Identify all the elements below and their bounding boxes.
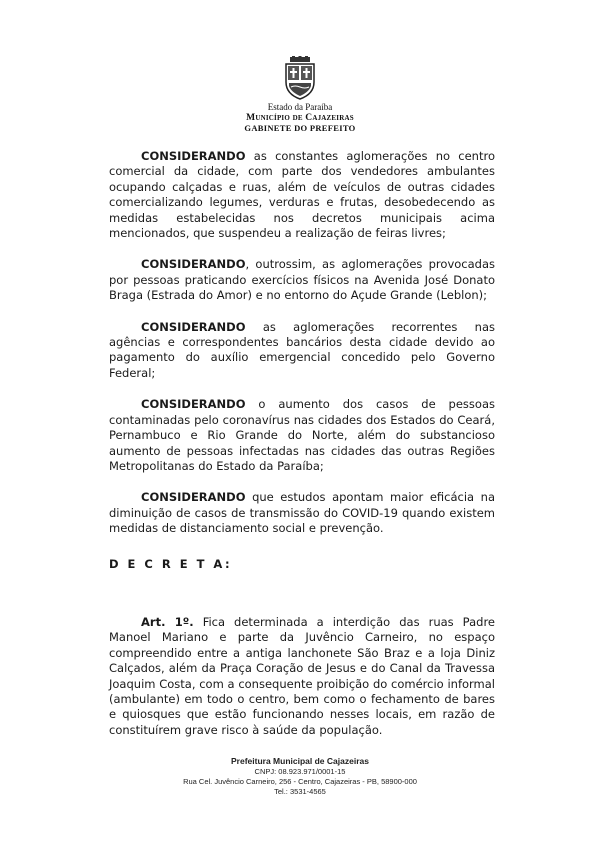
state-name: Estado da Paraíba — [267, 102, 333, 112]
page-footer — [0, 756, 600, 797]
paragraph-text: , outrossim, as aglomerações provocadas por pessoas praticando exercícios físicos na Avenida José Donato Braga (Estrada do Amor) e no entorno do Açude Grande (Leblon); — [109, 257, 495, 303]
paragraph-lead: CONSIDERANDO — [141, 319, 246, 334]
paragraph-lead: CONSIDERANDO — [141, 490, 246, 505]
document-body — [109, 149, 495, 754]
considerando-paragraph — [109, 149, 495, 241]
footer-cnpj: CNPJ: 08.923.971/0001-15 — [254, 767, 346, 776]
letterhead — [0, 56, 600, 133]
paragraph-text: as aglomerações recorrentes nas agências e correspondentes bancários desta cidade devido ao pagamento do auxílio emergencial concedido pelo Governo Federal; — [109, 319, 495, 380]
paragraph-lead: CONSIDERANDO — [141, 149, 246, 163]
footer-org-name: Prefeitura Municipal de Cajazeiras — [231, 756, 369, 766]
municipality-name: Município de Cajazeiras — [246, 113, 354, 123]
considerando-paragraph — [109, 257, 495, 303]
footer-address: Rua Cel. Juvêncio Carneiro, 256 - Centro, Cajazeiras - PB, 58900-000 — [183, 777, 417, 786]
paragraph-lead: CONSIDERANDO — [141, 397, 246, 412]
paragraph-text: o aumento dos casos de pessoas contaminadas pelo coronavírus nas cidades dos Estados do Ceará, Pernambuco e Rio Grande do Norte, além do substancioso aumento de pessoas infectadas nas cidades das outras Regiões Metropolitanas do Estado da Paraíba; — [109, 397, 495, 473]
office-name: GABINETE DO PREFEITO — [244, 123, 356, 133]
considerando-paragraph — [109, 490, 495, 536]
decreta-heading: D E C R E T A: — [109, 556, 233, 571]
municipal-seal-icon — [281, 56, 319, 100]
article-lead: Art. 1º. — [141, 614, 194, 629]
considerando-paragraph — [109, 397, 495, 474]
article-paragraph — [109, 615, 495, 738]
paragraph-text: que estudos apontam maior eficácia na diminuição de casos de transmissão do COVID-19 quando existem medidas de distanciamento social e prevenção. — [109, 490, 495, 536]
paragraph-lead: CONSIDERANDO — [141, 257, 246, 272]
considerando-paragraph — [109, 320, 495, 382]
footer-phone: Tel.: 3531-4565 — [274, 787, 326, 796]
article-text: Fica determinada a interdição das ruas Padre Manoel Mariano e parte da Juvêncio Carneiro, no espaço compreendido entre a antiga lanchonete São Braz e a loja Diniz Calçados, além da Praça Coração de Jesus e do Canal da Travessa Joaquim Costa, com a consequente proibição do comércio informal (ambulante) em todo o centro, bem como o fechamento de bares e quiosques que estão funcionando nesses locais, em razão de constituírem grave risco à saúde da população. — [109, 614, 495, 737]
paragraph-text: as constantes aglomerações no centro comercial da cidade, com parte dos vendedores ambulantes ocupando calçadas e ruas, além de veículos de outras cidades comercializando legumes, verduras e frutas, desobedecendo as medidas estabelecidas nos decretos municipais acima mencionados, que suspendeu a realização de feiras livres; — [109, 149, 495, 241]
